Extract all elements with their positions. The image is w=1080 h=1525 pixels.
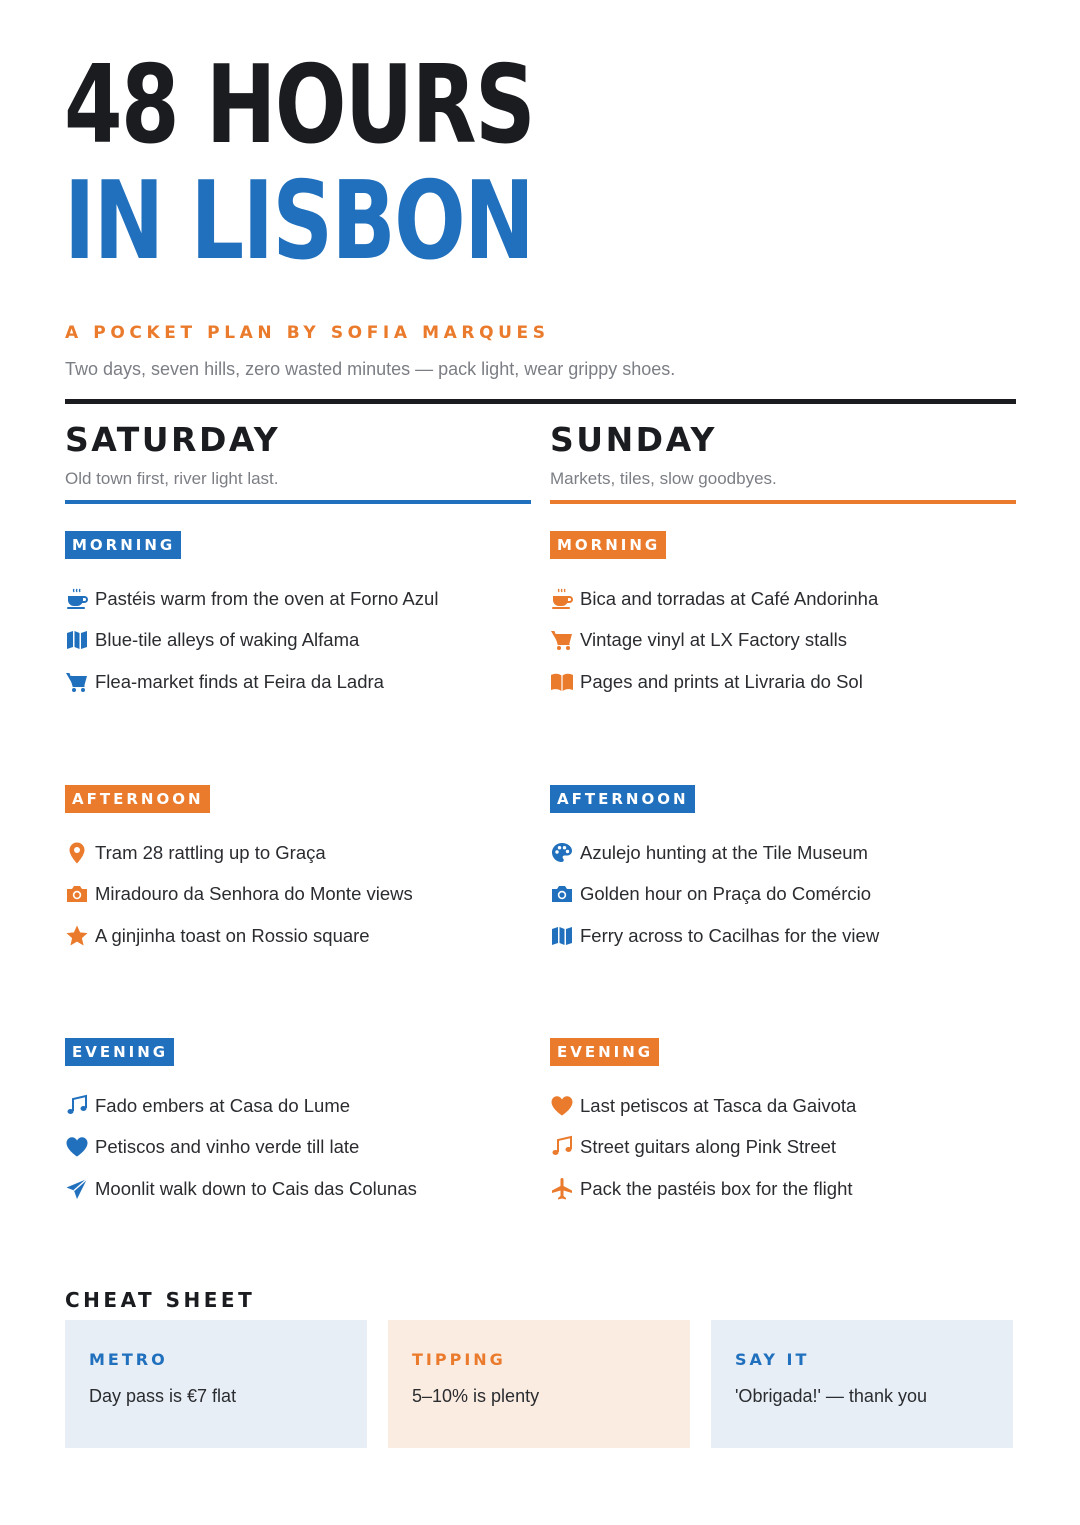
cart-icon bbox=[550, 628, 574, 652]
day-subtitle: Markets, tiles, slow goodbyes. bbox=[550, 469, 777, 488]
music-icon bbox=[65, 1094, 89, 1118]
cheat-card-metro bbox=[65, 1320, 367, 1448]
card-label: METRO bbox=[89, 1350, 168, 1369]
header-divider bbox=[65, 399, 1016, 404]
period-tag: AFTERNOON bbox=[550, 785, 695, 813]
activity-item bbox=[550, 832, 1016, 874]
card-label: SAY IT bbox=[735, 1350, 810, 1369]
card-label: TIPPING bbox=[412, 1350, 506, 1369]
activity-text: Azulejo hunting at the Tile Museum bbox=[580, 841, 868, 863]
activity-list bbox=[550, 578, 1016, 703]
day-divider bbox=[65, 500, 531, 504]
activity-text: Ferry across to Cacilhas for the view bbox=[580, 924, 880, 946]
palette-icon bbox=[550, 841, 574, 865]
activity-text: Pages and prints at Livraria do Sol bbox=[580, 670, 863, 692]
sunday-header bbox=[550, 420, 1016, 504]
camera-icon bbox=[65, 882, 89, 906]
sunday-morning bbox=[550, 531, 1016, 703]
activity-text: Petiscos and vinho verde till late bbox=[95, 1136, 360, 1158]
activity-list bbox=[65, 578, 531, 703]
activity-item bbox=[550, 1168, 1016, 1210]
day-title: SATURDAY bbox=[65, 420, 281, 459]
activity-text: A ginjinha toast on Rossio square bbox=[95, 924, 370, 946]
heart-icon bbox=[65, 1135, 89, 1159]
activity-list bbox=[550, 832, 1016, 957]
activity-text: Golden hour on Praça do Comércio bbox=[580, 883, 872, 905]
activity-item bbox=[550, 874, 1016, 916]
activity-list bbox=[65, 1085, 531, 1210]
activity-item bbox=[65, 620, 531, 662]
activity-text: Vintage vinyl at LX Factory stalls bbox=[580, 629, 848, 651]
saturday-header bbox=[65, 420, 531, 504]
camera-icon bbox=[550, 882, 574, 906]
activity-item bbox=[550, 1127, 1016, 1169]
activity-text: Blue-tile alleys of waking Alfama bbox=[95, 629, 360, 651]
coffee-icon bbox=[550, 587, 574, 611]
day-divider bbox=[550, 500, 1016, 504]
card-text: 'Obrigada!' — thank you bbox=[735, 1386, 927, 1406]
sunday-afternoon bbox=[550, 785, 1016, 957]
book-icon bbox=[550, 670, 574, 694]
cart-icon bbox=[65, 670, 89, 694]
activity-item bbox=[65, 874, 531, 916]
activity-list bbox=[65, 832, 531, 957]
plane-icon bbox=[550, 1177, 574, 1201]
star-icon bbox=[65, 924, 89, 948]
pin-icon bbox=[65, 841, 89, 865]
map-icon bbox=[65, 628, 89, 652]
tagline: Two days, seven hills, zero wasted minutes — pack light, wear grippy shoes. bbox=[65, 359, 676, 379]
byline: A POCKET PLAN BY SOFIA MARQUES bbox=[65, 323, 550, 343]
heart-icon bbox=[550, 1094, 574, 1118]
saturday-evening bbox=[65, 1038, 531, 1210]
activity-text: Street guitars along Pink Street bbox=[580, 1136, 837, 1158]
activity-text: Tram 28 rattling up to Graça bbox=[95, 841, 326, 863]
activity-item bbox=[550, 661, 1016, 703]
activity-text: Fado embers at Casa do Lume bbox=[95, 1094, 351, 1116]
day-subtitle: Old town first, river light last. bbox=[65, 469, 279, 488]
card-text: Day pass is €7 flat bbox=[89, 1386, 237, 1406]
activity-text: Miradouro da Senhora do Monte views bbox=[95, 883, 413, 905]
saturday-morning bbox=[65, 531, 531, 703]
activity-item bbox=[65, 1127, 531, 1169]
activity-item bbox=[550, 578, 1016, 620]
music-icon bbox=[550, 1135, 574, 1159]
activity-item bbox=[65, 661, 531, 703]
activity-text: Bica and torradas at Café Andorinha bbox=[580, 587, 879, 609]
activity-text: Flea-market finds at Feira da Ladra bbox=[95, 670, 384, 692]
activity-text: Pastéis warm from the oven at Forno Azul bbox=[95, 587, 439, 609]
day-title: SUNDAY bbox=[550, 420, 717, 459]
activity-item bbox=[550, 1085, 1016, 1127]
cheat-sheet-title: CHEAT SHEET bbox=[65, 1288, 256, 1312]
title-line-1: 48 HOURS bbox=[64, 43, 535, 168]
coffee-icon bbox=[65, 587, 89, 611]
activity-item bbox=[65, 578, 531, 620]
activity-item bbox=[550, 620, 1016, 662]
title-line-2: IN LISBON bbox=[64, 159, 534, 284]
send-icon bbox=[65, 1177, 89, 1201]
activity-text: Moonlit walk down to Cais das Colunas bbox=[95, 1177, 417, 1199]
period-tag: AFTERNOON bbox=[65, 785, 210, 813]
saturday-afternoon bbox=[65, 785, 531, 957]
cheat-card-say-it bbox=[711, 1320, 1013, 1448]
period-tag: MORNING bbox=[65, 531, 181, 559]
activity-text: Last petiscos at Tasca da Gaivota bbox=[580, 1094, 857, 1116]
activity-list bbox=[550, 1085, 1016, 1210]
activity-item bbox=[65, 1168, 531, 1210]
period-tag: EVENING bbox=[550, 1038, 659, 1066]
cheat-card-tipping bbox=[388, 1320, 690, 1448]
map-icon bbox=[550, 924, 574, 948]
period-tag: MORNING bbox=[550, 531, 666, 559]
card-text: 5–10% is plenty bbox=[412, 1386, 540, 1406]
sunday-evening bbox=[550, 1038, 1016, 1210]
activity-item bbox=[65, 1085, 531, 1127]
activity-item bbox=[550, 915, 1016, 957]
activity-item bbox=[65, 915, 531, 957]
period-tag: EVENING bbox=[65, 1038, 174, 1066]
activity-item bbox=[65, 832, 531, 874]
activity-text: Pack the pastéis box for the flight bbox=[580, 1177, 853, 1199]
